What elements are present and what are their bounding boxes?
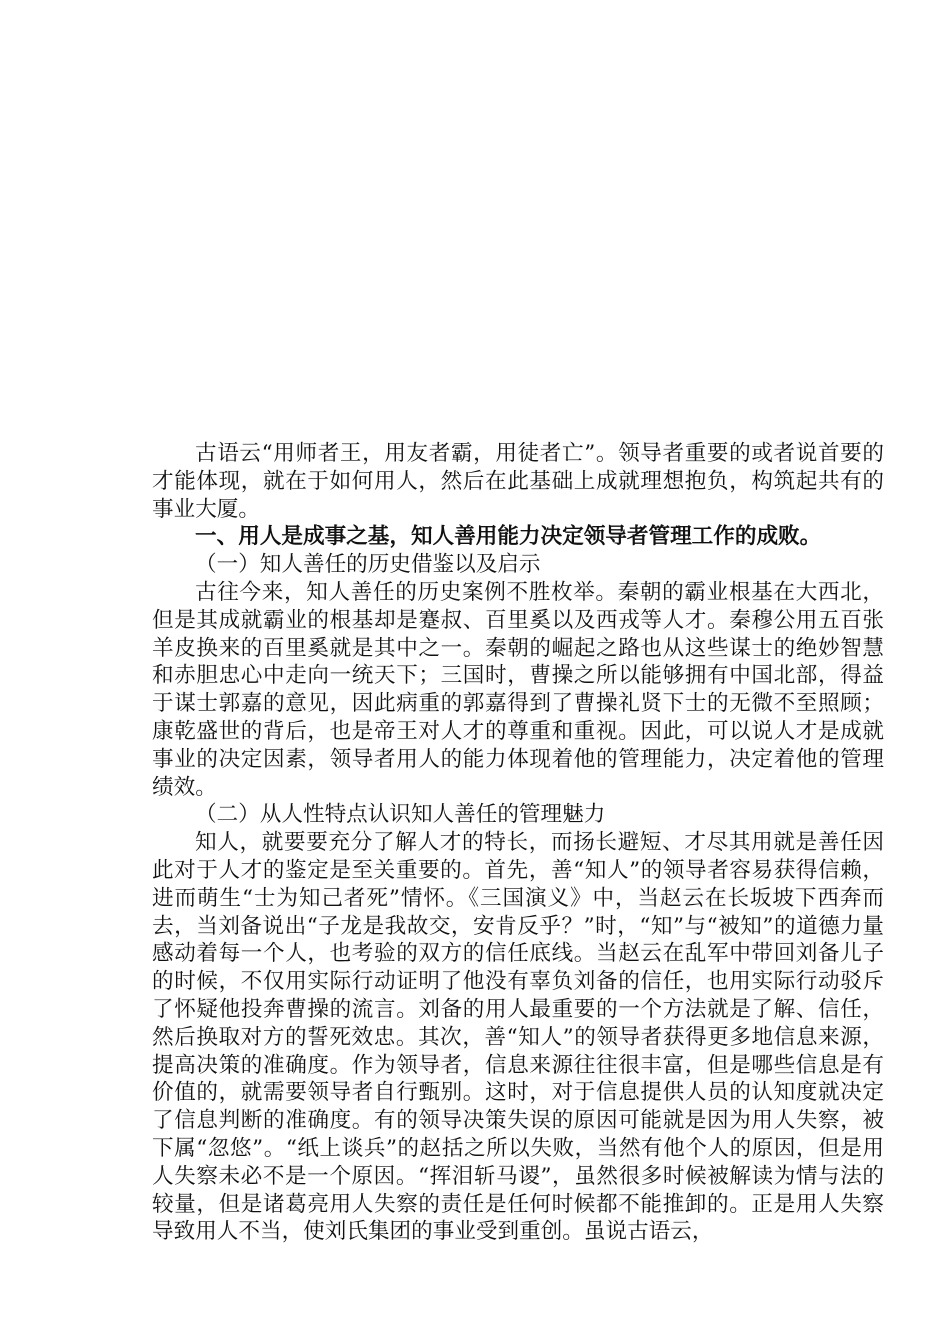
body-paragraph-2: 知人，就要要充分了解人才的特长，而扬长避短、才尽其用就是善任因此对于人才的鉴定是至关重要的。首先，善“知人”的领导者容易获得信赖，进而萌生“士为知己者死”情怀。《三国演义》中，当赵云在长坂坡下西奔而去，当刘备说出“子龙是我故交，安肯反乎？”时，“知”与“被知”的道德力量感动着每一个人，也考验的双方的信任底线。当赵云在乱军中带回刘备儿子的时候，不仅用实际行动证明了他没有辜负刘备的信任，也用实际行动驳斥了怀疑他投奔曹操的流言。刘备的用人最重要的一个方法就是了解、信任，然后换取对方的誓死效忠。其次，善“知人”的领导者获得更多地信息来源，提高决策的准确度。作为领导者，信息来源往往很丰富，但是哪些信息是有价值的，就需要领导者自行甄别。这时，对于信息提供人员的认知度就决定了信息判断的准确度。有的领导决策失误的原因可能就是因为用人失察，被下属“忽悠”。“纸上谈兵”的赵括之所以失败，当然有他个人的原因，但是用人失察未必不是一个原因。“挥泪斩马谡”，虽然很多时候被解读为情与法的较量，但是诸葛亮用人失察的责任是任何时候都不能推卸的。正是用人失察导致用人不当，使刘氏集团的事业受到重创。虽说古语云， <box>152 830 884 1245</box>
subsection-heading-2: （二）从人性特点认识知人善任的管理魅力 <box>195 802 606 828</box>
section-heading: 一、用人是成事之基，知人善用能力决定领导者管理工作的成败。 <box>195 524 822 550</box>
subsection-heading-1: （一）知人善任的历史借鉴以及启示 <box>195 552 541 578</box>
body-paragraph-1: 古往今来，知人善任的历史案例不胜枚举。秦朝的霸业根基在大西北，但是其成就霸业的根基却是蹇叔、百里奚以及西戎等人才。秦穆公用五百张羊皮换来的百里奚就是其中之一。秦朝的崛起之路也从这些谋士的绝妙智慧和赤胆忠心中走向一统天下；三国时，曹操之所以能够拥有中国北部，得益于谋士郭嘉的意见，因此病重的郭嘉得到了曹操礼贤下士的无微不至照顾；康乾盛世的背后，也是帝王对人才的尊重和重视。因此，可以说人才是成就事业的决定因素，领导者用人的能力体现着他的管理能力，决定着他的管理绩效。 <box>152 579 884 800</box>
intro-paragraph: 古语云“用师者王，用友者霸，用徒者亡”。领导者重要的或者说首要的才能体现，就在于如何用人，然后在此基础上成就理想抱负，构筑起共有的事业大厦。 <box>152 441 884 522</box>
document-body <box>152 440 884 1246</box>
